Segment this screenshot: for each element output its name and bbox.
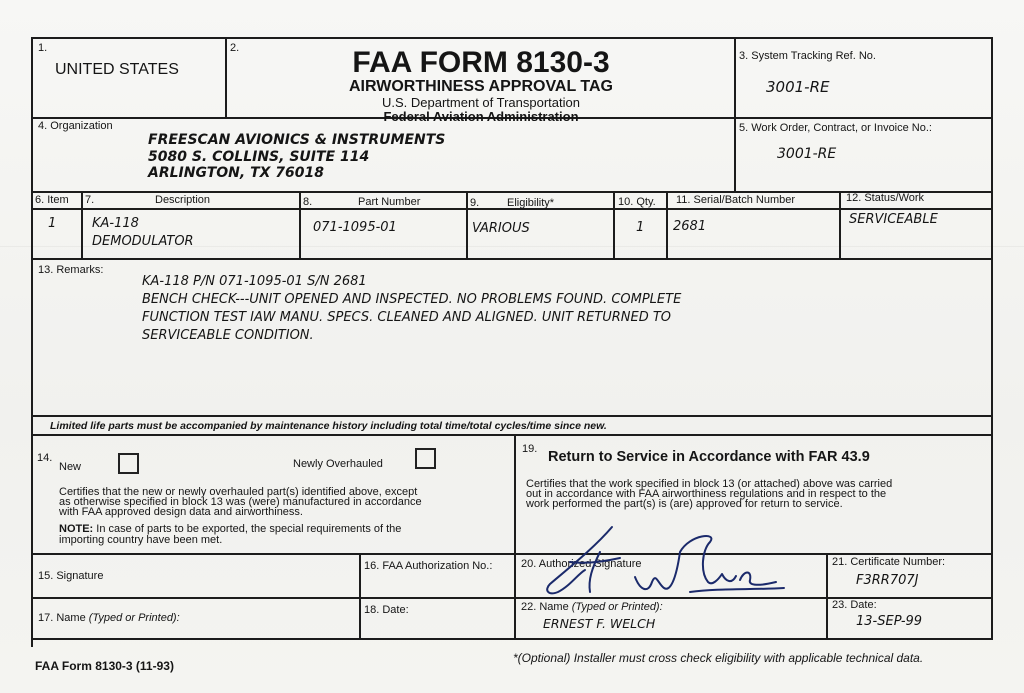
item-part-number: 071-1095-01	[313, 220, 397, 235]
footer-form-number: FAA Form 8130-3 (11-93)	[35, 659, 174, 673]
col-header-part-num: 8.	[303, 196, 313, 208]
agency: Federal Aviation Administration	[383, 109, 579, 124]
block14-cert-line-1: Certifies that the new or newly overhauled part(s) identified above, except	[59, 486, 418, 498]
new-label: New	[59, 461, 82, 473]
col-header-elig-num: 9.	[470, 197, 480, 209]
line-under-remarks	[31, 415, 993, 417]
form-title: FAA FORM 8130-3	[352, 46, 610, 79]
certificate-number: F3RR707J	[856, 573, 919, 588]
col-header-part: Part Number	[358, 196, 421, 208]
divider-b15-b16	[359, 553, 361, 640]
block4-label: 4. Organization	[38, 120, 113, 132]
form-subtitle: AIRWORTHINESS APPROVAL TAG	[348, 78, 613, 95]
remarks-line-2: BENCH CHECK---UNIT OPENED AND INSPECTED. NO PROBLEMS FOUND. COMPLETE	[142, 292, 682, 307]
block17-label-italic: (Typed or Printed):	[88, 612, 180, 624]
divider-b14-b19	[514, 434, 516, 640]
col-header-serial: 11. Serial/Batch Number	[676, 194, 796, 206]
col-qty	[666, 191, 668, 260]
block2-number: 2.	[230, 42, 240, 54]
col-item	[81, 191, 83, 260]
block20-label: 20. Authorized Signature	[521, 558, 642, 570]
block3-label: 3. System Tracking Ref. No.	[739, 50, 876, 62]
line-under-limited	[31, 434, 993, 436]
newly-overhauled-label: Newly Overhauled	[293, 458, 383, 470]
block5-label: 5. Work Order, Contract, or Invoice No.:	[739, 122, 932, 134]
col-part	[466, 191, 468, 260]
block14-cert-line-3: with FAA approved design data and airworthiness.	[59, 506, 303, 518]
col-header-elig: Eligibility*	[507, 197, 555, 209]
footer-note: *(Optional) Installer must cross check eligibility with applicable technical data.	[513, 651, 924, 665]
item-desc-line-1: KA-118	[92, 216, 139, 231]
block19-cert-line-2: out in accordance with FAA airworthiness regulations and in respect to the	[526, 488, 887, 500]
col-header-desc: Description	[155, 194, 211, 206]
tracking-ref-value: 3001-RE	[766, 78, 830, 96]
remarks-line-4: SERVICEABLE CONDITION.	[142, 328, 314, 343]
work-order-value: 3001-RE	[777, 146, 837, 162]
signature-stroke-surname	[635, 536, 784, 592]
line-above-signatures	[31, 553, 993, 555]
block19-number: 19.	[522, 443, 538, 455]
block19-cert-line-3: work performed the part(s) is (are) approved for return to service.	[526, 498, 843, 510]
item-status: SERVICEABLE	[849, 212, 938, 227]
item-desc-line-2: DEMODULATOR	[92, 234, 194, 249]
signer-name: ERNEST F. WELCH	[543, 616, 656, 631]
new-checkbox[interactable]	[118, 453, 139, 474]
org-line-3: ARLINGTON, TX 76018	[148, 165, 324, 181]
block21-label: 21. Certificate Number:	[832, 556, 946, 568]
frame-bottom	[31, 638, 993, 640]
frame-top	[31, 37, 993, 39]
org-line-2: 5080 S. COLLINS, SUITE 114	[148, 149, 370, 165]
country: UNITED STATES	[55, 61, 179, 78]
block22-label-italic: (Typed or Printed):	[571, 601, 663, 613]
col-header-status: 12. Status/Work	[846, 192, 925, 204]
org-line-1: FREESCAN AVIONICS & INSTRUMENTS	[148, 132, 446, 148]
divider-b20-b21	[826, 553, 828, 640]
line-under-items	[31, 258, 993, 260]
note-bold: NOTE:	[59, 523, 94, 535]
col-header-qty: 10. Qty.	[618, 196, 656, 208]
item-number: 1	[48, 216, 57, 231]
frame-left	[31, 37, 33, 647]
block16-label: 16. FAA Authorization No.:	[364, 560, 493, 572]
item-serial: 2681	[673, 219, 707, 234]
col-header-item: 6. Item	[35, 194, 69, 206]
block17-label-text: 17. Name	[38, 612, 86, 624]
block1-number: 1.	[38, 42, 48, 54]
block22-label-text: 22. Name	[521, 601, 569, 613]
block15-label: 15. Signature	[38, 570, 104, 582]
remarks-label: 13. Remarks:	[38, 264, 104, 276]
block17-label	[38, 612, 180, 624]
signature-date: 13-SEP-99	[856, 614, 923, 629]
signature-stroke-initials	[547, 527, 620, 593]
block14-number: 14.	[37, 452, 53, 464]
limited-life-notice: Limited life parts must be accompanied by maintenance history including total time/total cycles/time since new.	[50, 420, 607, 432]
block18-label: 18. Date:	[364, 604, 409, 616]
department: U.S. Department of Transportation	[382, 95, 580, 110]
block14-cert-line-2: as otherwise specified in block 13 was (were) manufactured in accordance	[59, 496, 422, 508]
note-text: In case of parts to be exported, the special requirements of the	[93, 523, 402, 535]
col-desc	[299, 191, 301, 260]
newly-overhauled-checkbox[interactable]	[415, 448, 436, 469]
handwritten-signature	[540, 522, 790, 607]
remarks-line-1: KA-118 P/N 071-1095-01 S/N 2681	[142, 274, 367, 289]
item-eligibility: VARIOUS	[472, 221, 530, 236]
block19-cert-line-1: Certifies that the work specified in block 13 (or attached) above was carried	[526, 478, 893, 490]
item-quantity: 1	[636, 220, 645, 235]
col-header-desc-num: 7.	[85, 194, 95, 206]
block14-note-line-2: importing country have been met.	[59, 534, 223, 546]
block19-title: Return to Service in Accordance with FAR 43.9	[548, 449, 870, 465]
block23-label: 23. Date:	[832, 599, 877, 611]
col-elig	[613, 191, 615, 260]
remarks-line-3: FUNCTION TEST IAW MANU. SPECS. CLEANED AND ALIGNED. UNIT RETURNED TO	[142, 310, 672, 325]
col-serial	[839, 191, 841, 260]
frame-right	[991, 37, 993, 640]
